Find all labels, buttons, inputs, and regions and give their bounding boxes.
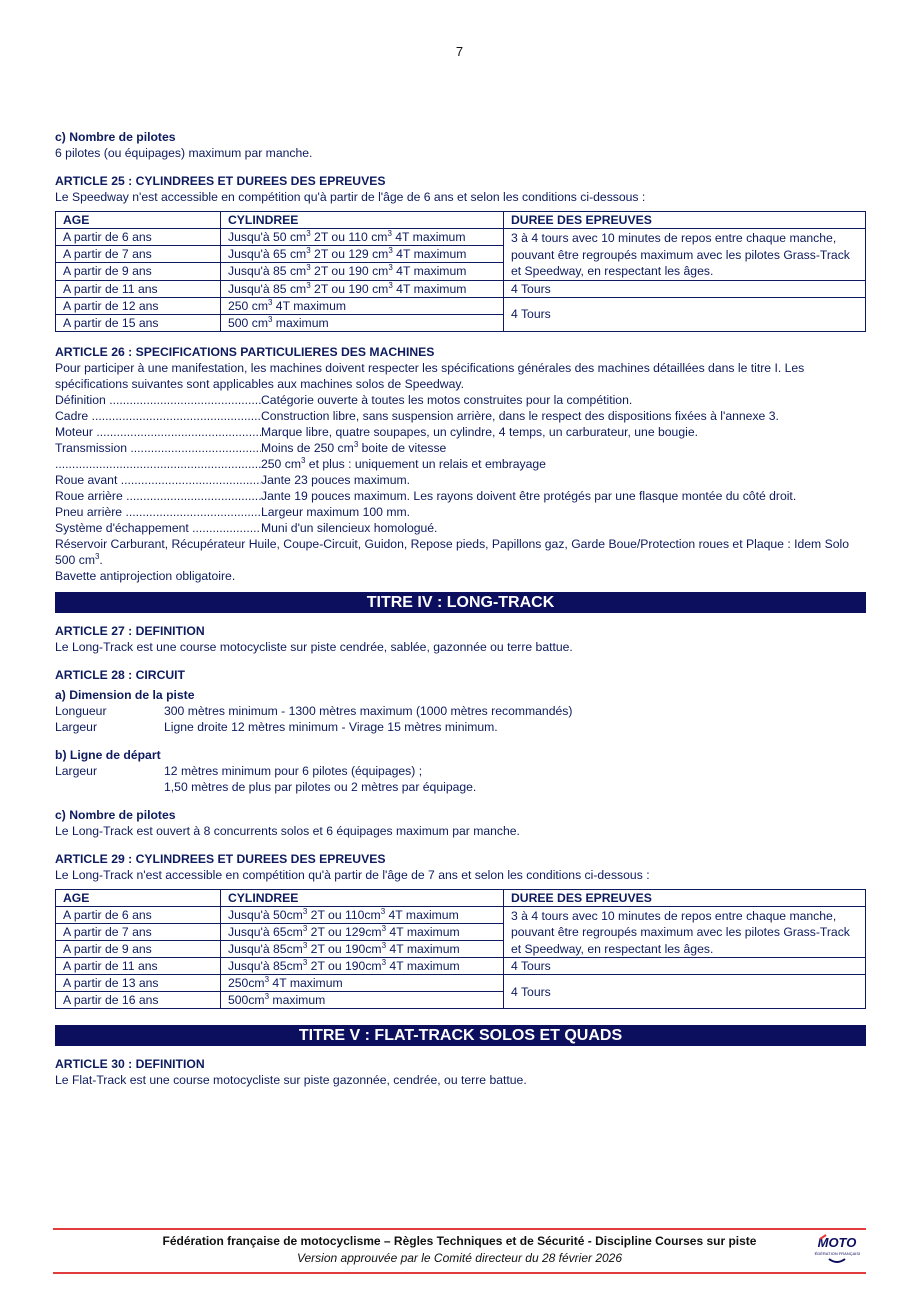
section-heading: c) Nombre de pilotes xyxy=(55,807,176,822)
cylinder-cell: $250cm^3$ 4T maximum xyxy=(221,975,504,992)
svg-text:MOTO: MOTO xyxy=(817,1235,857,1250)
age-cell: A partir de 7 ans xyxy=(56,246,221,263)
cylinder-cell: Jusqu'à $50cm^3$ 2T ou $110cm^3$ 4T maximum xyxy=(221,906,504,923)
table-header: AGE xyxy=(56,889,221,906)
table-header-row xyxy=(56,889,866,906)
spec-row: Roue arrière ..... Jante 19 pouces maximum. Les rayons doivent être protégés par une flasque montée du côté droit. xyxy=(55,488,866,504)
page-content xyxy=(55,129,866,1088)
table-row xyxy=(56,297,866,314)
age-cell: A partir de 9 ans xyxy=(56,263,221,280)
article-heading: ARTICLE 25 : CYLINDREES ET DUREES DES EPREUVES xyxy=(55,174,386,188)
title-banner: TITRE V : FLAT-TRACK SOLOS ET QUADS xyxy=(55,1025,866,1046)
paragraph: Le Long-Track est ouvert à 8 concurrents solos et 6 équipages maximum par manche. xyxy=(55,823,520,838)
table-header: DUREE DES EPREUVES xyxy=(504,212,866,229)
table-row xyxy=(56,975,866,992)
table-header: AGE xyxy=(56,212,221,229)
table-row xyxy=(56,958,866,975)
spec-row: Largeur 12 mètres minimum pour 6 pilotes (équipages) ; xyxy=(55,763,423,778)
cylinder-cell: Jusqu'à 85 $cm^3$ 2T ou 190 $cm^3$ 4T maximum xyxy=(221,280,504,297)
table-row xyxy=(56,229,866,246)
table-header: CYLINDREE xyxy=(221,212,504,229)
section-heading: c) Nombre de pilotes xyxy=(55,130,176,144)
article-heading: ARTICLE 28 : CIRCUIT xyxy=(55,667,186,682)
article-heading: ARTICLE 26 : SPECIFICATIONS PARTICULIERES DES MACHINES xyxy=(55,344,435,359)
duration-cell: 4 Tours xyxy=(504,975,866,1009)
article-heading: ARTICLE 29 : CYLINDREES ET DUREES DES EPREUVES xyxy=(55,851,386,866)
age-cell: A partir de 12 ans xyxy=(56,297,221,314)
spec-row: Largeur Ligne droite 12 mètres minimum - Virage 15 mètres minimum. xyxy=(55,719,498,734)
spec-row: Transmission ..... Moins de 250 $cm^3$ boite de vitesse xyxy=(55,440,866,456)
table-header: CYLINDREE xyxy=(221,889,504,906)
footer-title: Fédération française de motocyclisme – Règles Techniques et de Sécurité - Discipline Courses sur piste xyxy=(162,1234,757,1248)
cylinder-cell: 500 $cm^3$ maximum xyxy=(221,314,504,331)
age-cell: A partir de 15 ans xyxy=(56,314,221,331)
footer-version: Version approuvée par le Comité directeur du 28 février 2026 xyxy=(296,1251,623,1265)
duration-cell: 4 Tours xyxy=(504,958,866,975)
age-cell: A partir de 16 ans xyxy=(56,992,221,1009)
age-cell: A partir de 7 ans xyxy=(56,923,221,940)
spec-row: Définition ..... Catégorie ouverte à toutes les motos construites pour la compétition. xyxy=(55,392,866,408)
table-row xyxy=(56,906,866,923)
paragraph: Bavette antiprojection obligatoire. xyxy=(55,568,236,583)
table-row xyxy=(56,280,866,297)
duration-cell: 3 à 4 tours avec 10 minutes de repos entre chaque manche, pouvant être regroupés maximum avec les pilotes Grass-Track et Speedway, en respectant les âges. xyxy=(504,229,866,281)
footer xyxy=(0,1233,919,1267)
age-cell: A partir de 11 ans xyxy=(56,958,221,975)
duration-cell: 3 à 4 tours avec 10 minutes de repos entre chaque manche, pouvant être regroupés maximum avec les pilotes Grass-Track et Speedway, en respectant les âges. xyxy=(504,906,866,958)
age-cell: A partir de 13 ans xyxy=(56,975,221,992)
spec-row: Cadre ..... Construction libre, sans suspension arrière, dans le respect des dispositions fixées à l'annexe 3. xyxy=(55,408,866,424)
paragraph: Pour participer à une manifestation, les machines doivent respecter les spécifications générales des machines détaillées dans le titre I. Les spécifications suivantes sont applicables aux machines solos de Speedway. xyxy=(55,360,805,391)
age-cell: A partir de 6 ans xyxy=(56,229,221,246)
cylinder-cell: $500cm^3$ maximum xyxy=(221,992,504,1009)
age-cell: A partir de 11 ans xyxy=(56,280,221,297)
section-heading: a) Dimension de la piste xyxy=(55,687,195,702)
title-banner: TITRE IV : LONG-TRACK xyxy=(55,592,866,613)
table-header: DUREE DES EPREUVES xyxy=(504,889,866,906)
duration-cell: 4 Tours xyxy=(504,297,866,331)
ffm-logo-icon xyxy=(814,1233,860,1267)
cylinder-cell: 250 $cm^3$ 4T maximum xyxy=(221,297,504,314)
footer-divider-bottom xyxy=(53,1272,866,1274)
paragraph: Le Flat-Track est une course motocycliste sur piste gazonnée, cendrée, ou terre battue. xyxy=(55,1073,527,1087)
age-cell: A partir de 9 ans xyxy=(56,940,221,957)
spec-row: Roue avant ..... Jante 23 pouces maximum. xyxy=(55,472,866,488)
age-cell: A partir de 6 ans xyxy=(56,906,221,923)
paragraph: Le Long-Track est une course motocycliste sur piste cendrée, sablée, gazonnée ou terre battue. xyxy=(55,639,573,654)
spec-row: Système d'échappement ..... Muni d'un silencieux homologué. xyxy=(55,520,866,536)
spec-row: 1,50 mètres de plus par pilotes ou 2 mètres par équipage. xyxy=(164,779,477,794)
paragraph: Le Speedway n'est accessible en compétition qu'à partir de l'âge de 6 ans et selon les conditions ci-dessous : xyxy=(55,190,646,204)
section-heading: b) Ligne de départ xyxy=(55,747,161,762)
spec-row: Moteur ..... Marque libre, quatre soupapes, un cylindre, 4 temps, un carburateur, une bougie. xyxy=(55,424,866,440)
cylinder-cell: Jusqu'à $65cm^3$ 2T ou $129cm^3$ 4T maximum xyxy=(221,923,504,940)
cylinder-cell: Jusqu'à $85cm^3$ 2T ou $190cm^3$ 4T maximum xyxy=(221,958,504,975)
cylinder-cell: Jusqu'à 65 $cm^3$ 2T ou 129 $cm^3$ 4T maximum xyxy=(221,246,504,263)
spec-row: Pneu arrière ..... Largeur maximum 100 mm. xyxy=(55,504,866,520)
paragraph: 6 pilotes (ou équipages) maximum par manche. xyxy=(55,146,313,160)
paragraph: Le Long-Track n'est accessible en compétition qu'à partir de l'âge de 7 ans et selon les conditions ci-dessous : xyxy=(55,867,650,882)
cylinder-cell: Jusqu'à 85 $cm^3$ 2T ou 190 $cm^3$ 4T maximum xyxy=(221,263,504,280)
article-heading: ARTICLE 30 : DEFINITION xyxy=(55,1057,205,1071)
spec-row: Longueur 300 mètres minimum - 1300 mètres maximum (1000 mètres recommandés) xyxy=(55,703,573,718)
cylinder-cell: Jusqu'à 50 $cm^3$ 2T ou 110 $cm^3$ 4T maximum xyxy=(221,229,504,246)
cylinder-cell: Jusqu'à $85cm^3$ 2T ou $190cm^3$ 4T maximum xyxy=(221,940,504,957)
spec-row: ..... 250 $cm^3$ et plus : uniquement un relais et embrayage xyxy=(55,456,866,472)
svg-text:FÉDÉRATION FRANÇAISE: FÉDÉRATION FRANÇAISE xyxy=(814,1251,860,1256)
longtrack-table xyxy=(55,889,866,1010)
speedway-table xyxy=(55,211,866,332)
duration-cell: 4 Tours xyxy=(504,280,866,297)
paragraph: Réservoir Carburant, Récupérateur Huile, Coupe-Circuit, Guidon, Repose pieds, Papillons gaz, Garde Boue/Protection roues et Plaque : Idem Solo 500 $cm^3$. xyxy=(55,536,849,567)
article-heading: ARTICLE 27 : DEFINITION xyxy=(55,623,205,638)
footer-divider-top xyxy=(53,1228,866,1230)
table-header-row xyxy=(56,212,866,229)
page-number: 7 xyxy=(455,44,464,59)
